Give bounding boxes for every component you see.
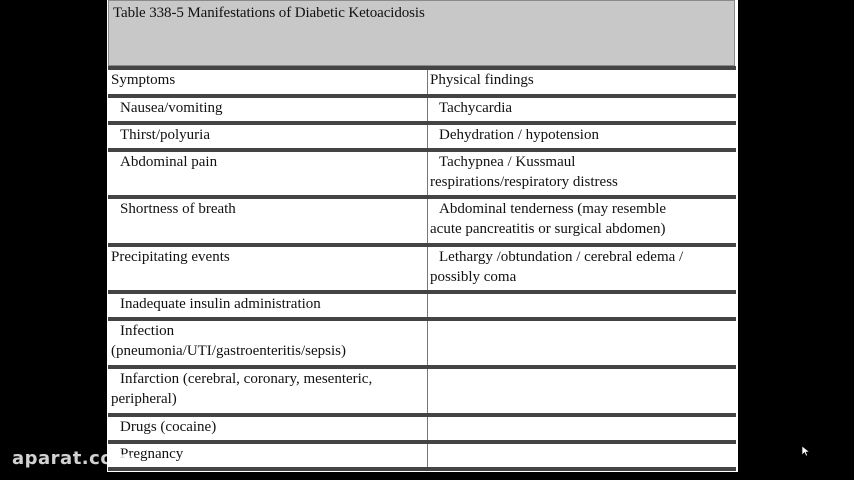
slide [107,0,738,472]
symptom-cell: Thirst/polyuria [120,127,210,143]
empty-cell [430,417,735,440]
symptom-cell: Abdominal pain [120,154,218,170]
symptom-cell: Nausea/vomiting [120,100,223,116]
row-separator [108,467,736,471]
finding-line: Tachypnea / Kussmaul [439,154,576,170]
table-row [108,294,736,317]
event-line: Infection [120,323,175,339]
physical-findings-header: Physical findings [430,72,534,88]
finding-cell: Tachycardia [439,100,513,116]
empty-cell [430,369,735,413]
table-row [108,417,736,440]
table-row [108,321,736,365]
event-line: peripheral) [111,391,177,407]
finding-line: possibly coma [430,269,517,285]
event-cell [111,369,425,413]
table-row [108,98,736,121]
empty-cell [430,294,735,317]
finding-line: acute pancreatitis or surgical abdomen) [430,221,666,237]
empty-cell [430,444,735,467]
table-row [108,444,736,467]
event-cell: Inadequate insulin administration [120,296,321,312]
finding-cell: Dehydration / hypotension [439,127,599,143]
table-row [108,247,736,290]
table-row [108,199,736,243]
section-heading-cell: Precipitating events [111,249,230,265]
finding-line: Lethargy /obtundation / cerebral edema / [439,249,684,265]
table-row [108,152,736,195]
table-header-row [108,70,736,94]
event-cell: Pregnancy [120,446,184,462]
finding-line: respirations/respiratory distress [430,174,618,190]
mouse-cursor-icon [802,446,810,456]
table-row [108,369,736,413]
symptom-cell: Shortness of breath [120,201,236,217]
table-title: Table 338-5 Manifestations of Diabetic Ketoacidosis [113,5,425,21]
finding-cell [430,152,735,195]
finding-cell [430,199,735,243]
event-line: Infarction (cerebral, coronary, mesenteric, [120,371,373,387]
empty-cell [430,321,735,365]
event-cell: Drugs (cocaine) [120,419,217,435]
event-line: (pneumonia/UTI/gastroenteritis/sepsis) [111,343,346,359]
watermark-logo: aparat.com [12,448,133,469]
finding-line: Abdominal tenderness (may resemble [439,201,667,217]
event-cell [111,321,425,365]
table-row [108,125,736,148]
symptoms-header: Symptoms [111,72,176,88]
table-title-bar [108,0,735,66]
finding-cell [430,247,735,290]
